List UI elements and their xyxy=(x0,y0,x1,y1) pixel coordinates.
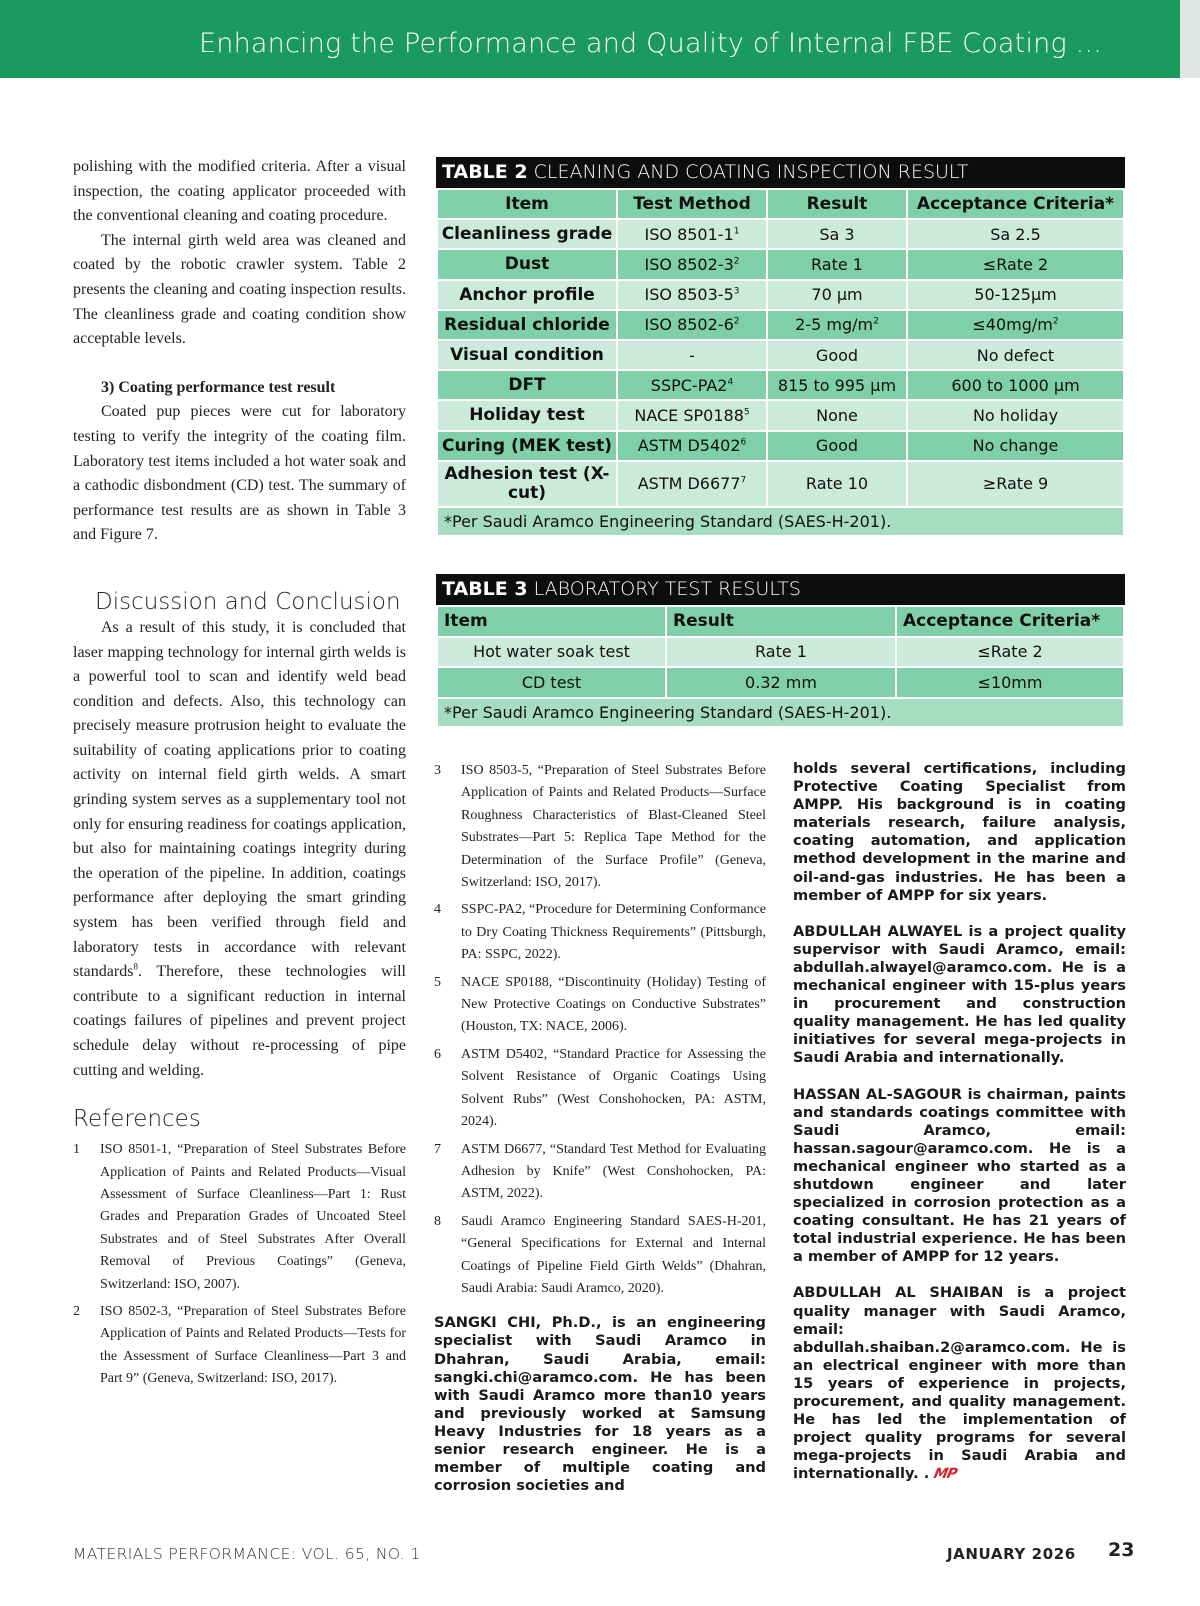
reference-number: 1 xyxy=(73,1142,80,1158)
bio-text: ABDULLAH AL SHAIBAN is a project quality manager with Saudi Aramco, email: abdullah.shaiban.2@aramco.com. He is an electrical engineer with more than 15 years of experience in projects, procurement, and quality management. He has led the implementation of project quality programs for several mega-projects in Saudi Arabia and internationally. . xyxy=(793,1284,1126,1483)
table-row xyxy=(437,340,1124,370)
cell-result: Rate 10 xyxy=(767,461,907,507)
table-row xyxy=(437,370,1124,400)
cell-method: - xyxy=(617,340,767,370)
table-footnote-row xyxy=(437,698,1124,727)
reference-list xyxy=(73,1139,406,1390)
table-row xyxy=(437,461,1124,507)
body-text xyxy=(73,155,406,352)
citation: 2 xyxy=(733,317,740,328)
table-row xyxy=(437,431,1124,461)
reference-text: ISO 8502-3, “Preparation of Steel Substrates Before Application of Paints and Related Products—Tests for the Assessment of Surface Cleanliness—Part 3 and Part 9” (Geneva, Switzerland: ISO, 2017). xyxy=(100,1304,406,1387)
author-bio-chi: SANGKI CHI, Ph.D., is an engineering specialist with Saudi Aramco in Dhahran, Saudi Arabia, email: sangki.chi@aramco.com. He has been with Saudi Aramco more than10 years and previously worked at Samsung Heavy Industries for 18 years as a senior research engineer. He is a member of multiple coating and corrosion societies and xyxy=(434,1314,766,1495)
mp-end-mark-logo: MP xyxy=(932,1466,959,1483)
cell-item: Holiday test xyxy=(437,400,617,430)
table-2 xyxy=(436,157,1125,537)
reference-text: Saudi Aramco Engineering Standard SAES-H-201, “General Specifications for External and Internal Coatings of Pipeline Field Girth Welds” (Dhahran, Saudi Arabia: Saudi Aramco, 2020). xyxy=(461,1213,766,1296)
cell-criteria: 600 to 1000 µm xyxy=(907,370,1124,400)
table-title xyxy=(436,157,1125,188)
table-grid xyxy=(436,605,1125,728)
column-header: Item xyxy=(437,189,617,219)
citation: 5 xyxy=(743,407,750,418)
cell-result: 70 µm xyxy=(767,280,907,310)
table-row xyxy=(437,310,1124,340)
cell-result: Good xyxy=(767,340,907,370)
page-number: 23 xyxy=(1108,1539,1135,1561)
column-header: Result xyxy=(767,189,907,219)
cell-item: Residual chloride xyxy=(437,310,617,340)
reference-item xyxy=(73,1139,406,1296)
cell-criteria: 50-125µm xyxy=(907,280,1124,310)
reference-item xyxy=(73,1301,406,1391)
method-text: ASTM D6677 xyxy=(637,474,741,494)
cell-item: Visual condition xyxy=(437,340,617,370)
cell-result: Good xyxy=(767,431,907,461)
cell-method xyxy=(617,310,767,340)
cell-result xyxy=(767,310,907,340)
paragraph: The internal girth weld area was cleaned and coated by the robotic crawler system. Table 2 presents the cleaning and coating inspection results. The cleanliness grade and coating condition show acceptable levels. xyxy=(73,231,406,348)
table-grid xyxy=(436,188,1125,537)
reference-text: ISO 8501-1, “Preparation of Steel Substrates Before Application of Paints and Related Products—Visual Assessment of Surface Cleanliness—Part 1: Rust Grades and Preparation Grades of Uncoated Steel Substrates and of Steel Substrates After Overall Removal of Previous Coatings” (Geneva, Switzerland: ISO, 2007). xyxy=(100,1142,406,1292)
reference-number: 6 xyxy=(434,1046,441,1062)
footer-journal: MATERIALS PERFORMANCE: VOL. 65, NO. 1 xyxy=(73,1545,421,1563)
cell-method xyxy=(617,219,767,249)
method-text: ISO 8503-5 xyxy=(644,285,734,305)
citation: 4 xyxy=(727,377,734,388)
result-text: 2-5 mg/m xyxy=(795,315,874,335)
cell-criteria xyxy=(907,310,1124,340)
table-row xyxy=(437,667,1124,698)
method-text: ISO 8502-6 xyxy=(644,315,734,335)
body-text xyxy=(73,616,406,1083)
cell-item: Cleanliness grade xyxy=(437,219,617,249)
cell-item: Adhesion test (X-cut) xyxy=(437,461,617,507)
footer-date: JANUARY 2026 xyxy=(947,1545,1076,1563)
method-text: SSPC-PA2 xyxy=(650,375,728,395)
table-label: TABLE 3 xyxy=(442,578,528,600)
paragraph-text: . Therefore, these technologies will contribute to a significant reduction in internal coatings failures of pipelines and prevent project schedule delay without re-processing of pipe cutting and welding. xyxy=(73,963,406,1079)
reference-item xyxy=(434,899,766,966)
table-3 xyxy=(436,574,1125,728)
method-text: ISO 8502-3 xyxy=(644,254,734,274)
cell-criteria: Sa 2.5 xyxy=(907,219,1124,249)
cell-item: Dust xyxy=(437,249,617,279)
cell-result: 0.32 mm xyxy=(666,667,896,698)
cell-result: Rate 1 xyxy=(666,637,896,668)
cell-method xyxy=(617,370,767,400)
cell-criteria: No change xyxy=(907,431,1124,461)
citation: 2 xyxy=(733,256,740,267)
cell-method xyxy=(617,400,767,430)
section-title: References xyxy=(73,1106,201,1133)
citation: 7 xyxy=(740,475,747,486)
cell-result: Sa 3 xyxy=(767,219,907,249)
subheading: 3) Coating performance test result xyxy=(101,378,336,396)
cell-criteria: No defect xyxy=(907,340,1124,370)
cell-method xyxy=(617,461,767,507)
author-bio-chi-continued: holds several certifications, including Protective Coating Specialist from AMPP. His background is in coating materials research, failure analysis, coating automation, and application method development in the marine and oil-and-gas industries. He has been a member of AMPP for six years. xyxy=(793,760,1126,904)
author-bio-alwayel: ABDULLAH ALWAYEL is a project quality supervisor with Saudi Aramco, email: abdullah.alwayel@aramco.com. He is a mechanical engineer with 15-plus years in procurement and construction quality management. He has led quality initiatives for several mega-projects in Saudi Arabia and internationally. xyxy=(793,922,1126,1067)
running-title: Enhancing the Performance and Quality of Internal FBE Coating ... xyxy=(199,28,1102,59)
cell-result: Rate 1 xyxy=(767,249,907,279)
table-footnote-row xyxy=(437,507,1124,536)
paragraph-text: As a result of this study, it is concluded that laser mapping technology for internal girth welds is a powerful tool to scan and identify weld bead condition and defects. Also, this technology can precisely measure protrusion height to evaluate the suitability of coating applications prior to coating activity on internal field girth welds. A smart grinding system serves as a supplementary tool not only for ensuring readiness for coatings application, but also for maintaining coatings integrity during the operation of the pipeline. In addition, coatings performance after deploying the smart grinding system has been verified through field and laboratory tests in accordance with relevant standards xyxy=(73,618,406,981)
reference-text: SSPC-PA2, “Procedure for Determining Conformance to Dry Coating Thickness Requirements” (Pittsburgh, PA: SSPC, 2022). xyxy=(461,902,766,963)
method-text: NACE SP0188 xyxy=(634,405,744,425)
cell-result: 815 to 995 µm xyxy=(767,370,907,400)
column-header: Test Method xyxy=(617,189,767,219)
reference-item xyxy=(434,972,766,1039)
column-header: Item xyxy=(437,606,666,637)
author-bio-sagour: HASSAN AL-SAGOUR is chairman, paints and standards coatings committee with Saudi Aramco, email: hassan.sagour@aramco.com. He is a mechanical engineer who started as a shutdown engineer and later specialized in corrosion protection as a coating consultant. He has 21 years of total industrial experience. He has been a member of AMPP for 12 years. xyxy=(793,1085,1126,1266)
method-text: ASTM D5402 xyxy=(637,436,741,456)
cell-method xyxy=(617,431,767,461)
cell-result: None xyxy=(767,400,907,430)
reference-item xyxy=(434,1211,766,1301)
cell-item: Anchor profile xyxy=(437,280,617,310)
author-bio-shaiban xyxy=(793,1284,1126,1483)
reference-number: 3 xyxy=(434,763,441,778)
table-header-row xyxy=(437,189,1124,219)
table-label: TABLE 2 xyxy=(442,161,528,183)
criteria-text: ≤40mg/m xyxy=(972,315,1053,335)
column-header: Result xyxy=(666,606,896,637)
reference-text: ISO 8503-5, “Preparation of Steel Substrates Before Application of Paints and Related Products—Surface Roughness Characteristics of Blast-Cleaned Steel Substrates—Part 5: Replica Tape Method for the Determination of the Surface Profile” (Geneva, Switzerland: ISO, 2017). xyxy=(461,763,766,891)
table-row xyxy=(437,637,1124,668)
middle-column xyxy=(434,760,766,1495)
column-header: Acceptance Criteria* xyxy=(896,606,1124,637)
reference-number: 8 xyxy=(434,1213,441,1229)
running-header xyxy=(0,0,1180,78)
table-header-row xyxy=(437,606,1124,637)
reference-text: ASTM D5402, “Standard Practice for Assessing the Solvent Resistance of Organic Coatings Using Solvent Rubs” (West Conshohocken, PA: ASTM, 2024). xyxy=(461,1046,766,1130)
method-text: ISO 8501-1 xyxy=(644,224,734,244)
table-row xyxy=(437,249,1124,279)
reference-item xyxy=(434,760,766,894)
reference-number: 4 xyxy=(434,902,441,918)
table-footnote: *Per Saudi Aramco Engineering Standard (SAES-H-201). xyxy=(437,698,1124,727)
unit-exponent: 2 xyxy=(873,317,879,328)
header-edge xyxy=(1180,0,1200,78)
cell-criteria: ≤Rate 2 xyxy=(907,249,1124,279)
table-caption: LABORATORY TEST RESULTS xyxy=(533,578,801,600)
cell-method xyxy=(617,249,767,279)
table-caption: CLEANING AND COATING INSPECTION RESULT xyxy=(533,161,969,183)
paragraph: Coated pup pieces were cut for laboratory testing to verify the integrity of the coating film. Laboratory test items included a hot water soak and a cathodic disbondment (CD) test. The summary of performance test results are as shown in Table 3 and Figure 7. xyxy=(73,403,406,544)
paragraph xyxy=(73,616,406,1083)
cell-item: CD test xyxy=(437,667,666,698)
paragraph: polishing with the modified criteria. After a visual inspection, the coating applicator proceeded with the conventional cleaning and coating procedure. xyxy=(73,158,406,225)
section-title: Discussion and Conclusion xyxy=(95,588,401,615)
table-row xyxy=(437,219,1124,249)
table-title xyxy=(436,574,1125,605)
body-text xyxy=(73,400,406,548)
left-column xyxy=(73,155,406,1396)
citation: 6 xyxy=(740,437,747,448)
cell-criteria: ≤10mm xyxy=(896,667,1124,698)
reference-number: 5 xyxy=(434,974,441,990)
citation: 3 xyxy=(733,286,740,297)
table-row xyxy=(437,280,1124,310)
reference-number: 2 xyxy=(73,1304,80,1320)
reference-text: NACE SP0188, “Discontinuity (Holiday) Testing of New Protective Coatings on Conductive Substrates” (Houston, TX: NACE, 2006). xyxy=(461,974,766,1035)
cell-method xyxy=(617,280,767,310)
reference-text: ASTM D6677, “Standard Test Method for Evaluating Adhesion by Knife” (West Conshohocken, PA: ASTM, 2022). xyxy=(461,1141,766,1202)
table-footnote: *Per Saudi Aramco Engineering Standard (SAES-H-201). xyxy=(437,507,1124,536)
unit-exponent: 2 xyxy=(1052,317,1059,328)
table-row xyxy=(437,400,1124,430)
citation: 1 xyxy=(733,226,740,237)
column-header: Acceptance Criteria* xyxy=(907,189,1124,219)
right-column xyxy=(793,760,1126,1483)
cell-criteria: No holiday xyxy=(907,400,1124,430)
reference-item xyxy=(434,1139,766,1206)
cell-item: Hot water soak test xyxy=(437,637,666,668)
cell-item: DFT xyxy=(437,370,617,400)
cell-criteria: ≤Rate 2 xyxy=(896,637,1124,668)
reference-list xyxy=(434,760,766,1300)
citation: 8 xyxy=(133,961,138,972)
reference-item xyxy=(434,1044,766,1134)
cell-criteria: ≥Rate 9 xyxy=(907,461,1124,507)
cell-item: Curing (MEK test) xyxy=(437,431,617,461)
reference-number: 7 xyxy=(434,1141,441,1157)
